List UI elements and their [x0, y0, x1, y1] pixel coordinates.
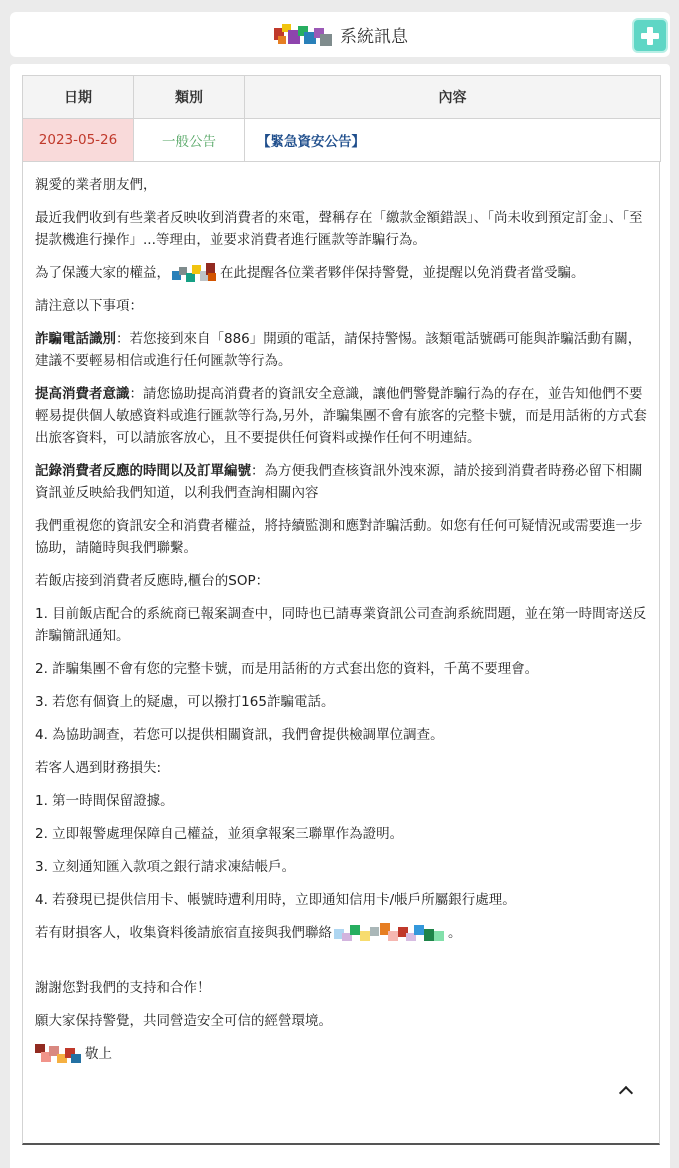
redacted-signature	[35, 1044, 83, 1064]
paragraph-17: 4. 若發現已提供信用卡、帳號時遭利用時，立即通知信用卡/帳戶所屬銀行處理。	[35, 892, 516, 908]
message-body	[22, 161, 660, 1145]
paragraph-18	[35, 922, 647, 944]
paragraph-2	[35, 262, 647, 284]
signature	[35, 1043, 647, 1065]
paragraph-8: 若飯店接到消費者反應時,櫃台的SOP：	[35, 573, 270, 589]
paragraph-5-text: ：請您協助提高消費者的資訊安全意識，讓他們警覺詐騙行為的存在，並告知他們不要輕易提供個人敏感資料或進行匯款等行為,另外，詐騙集團不會有旅客的完整卡號，而是用話術的方式套出旅客資料，可以請旅客放心，且不要提供任何資料或操作任何不明連結。	[35, 386, 647, 446]
greeting: 親愛的業者朋友們，	[35, 177, 157, 193]
paragraph-1: 最近我們收到有些業者反映收到消費者的來電，聲稱存在「繳款金額錯誤」、「尚未收到預定訂金」、「至提款機進行操作」...等理由，並要求消費者進行匯款等詐騙行為。	[35, 210, 643, 248]
redacted-company-name	[172, 263, 218, 283]
paragraph-16: 3. 立刻通知匯入款項之銀行請求凍結帳戶。	[35, 859, 296, 875]
paragraph-2-post: 在此提醒各位業者夥伴保持警覺，並提醒以免消費者當受騙。	[220, 265, 585, 281]
paragraph-18-pre: 若有財損客人，收集資料後請旅宿直接與我們聯絡	[35, 925, 332, 941]
paragraph-14: 1. 第一時間保留證據。	[35, 793, 174, 809]
paragraph-18-post: 。	[448, 925, 462, 941]
paragraph-9: 1. 目前飯店配合的系統商已報案調查中，同時也已請專業資訊公司查詢系統問題，並在第一時間寄送反詐騙簡訊通知。	[35, 606, 647, 644]
table-header-row	[23, 76, 661, 119]
column-header-content: 內容	[245, 76, 661, 119]
paragraph-12: 4. 為協助調查，若您可以提供相關資訊，我們會提供檢調單位調查。	[35, 727, 444, 743]
paragraph-13: 若客人遇到財務損失:	[35, 760, 162, 776]
redacted-contact	[334, 923, 446, 943]
spacer	[35, 955, 647, 977]
paragraph-19: 謝謝您對我們的支持和合作！	[35, 980, 211, 996]
row-content: 【緊急資安公告】	[245, 119, 661, 162]
signature-text: 敬上	[85, 1046, 112, 1062]
header-title-text: 系統訊息	[340, 27, 408, 47]
paragraph-15: 2. 立即報警處理保障自己權益，並須拿報案三聯單作為證明。	[35, 826, 404, 842]
plus-icon	[641, 27, 659, 45]
chevron-up-icon	[619, 1085, 633, 1099]
paragraph-6-heading: 記錄消費者反應的時間以及訂單編號	[35, 463, 251, 479]
paragraph-5	[35, 383, 647, 449]
paragraph-6-text: ：為方便我們查核資訊外洩來源，請於接到消費者時務必留下相關資訊並反映給我們知道，以利我們查詢相關內容	[35, 463, 643, 501]
paragraph-11: 3. 若您有個資上的疑慮，可以撥打165詐騙電話。	[35, 694, 335, 710]
paragraph-2-pre: 為了保護大家的權益，	[35, 265, 170, 281]
paragraph-10: 2. 詐騙集團不會有您的完整卡號，而是用話術的方式套出您的資料，千萬不要理會。	[35, 661, 539, 677]
paragraph-7: 我們重視您的資訊安全和消費者權益，將持續監測和應對詐騙活動。如您有任何可疑情況或需要進一步協助，請隨時與我們聯繫。	[35, 518, 643, 556]
row-date: 2023-05-26	[23, 119, 134, 162]
message-panel	[10, 64, 670, 1168]
row-category: 一般公告	[134, 119, 245, 162]
paragraph-3: 請注意以下事項：	[35, 298, 143, 314]
column-header-category: 類別	[134, 76, 245, 119]
scroll-to-top-button[interactable]	[615, 1079, 637, 1101]
page-title	[272, 22, 408, 47]
page-header	[10, 12, 670, 57]
table-row[interactable]	[23, 119, 661, 162]
paragraph-6	[35, 460, 647, 504]
redacted-logo	[272, 24, 338, 46]
paragraph-4-text: ：若您接到來自「886」開頭的電話，請保持警惕。該類電話號碼可能與詐騙活動有關，建議不要輕易相信或進行任何匯款等行為。	[35, 331, 642, 369]
paragraph-4	[35, 328, 647, 372]
message-table	[22, 75, 661, 162]
column-header-date: 日期	[23, 76, 134, 119]
add-button[interactable]	[632, 18, 668, 53]
paragraph-20: 願大家保持警覺，共同營造安全可信的經營環境。	[35, 1013, 332, 1029]
paragraph-4-heading: 詐騙電話識別	[35, 331, 116, 347]
paragraph-5-heading: 提高消費者意識	[35, 386, 130, 402]
